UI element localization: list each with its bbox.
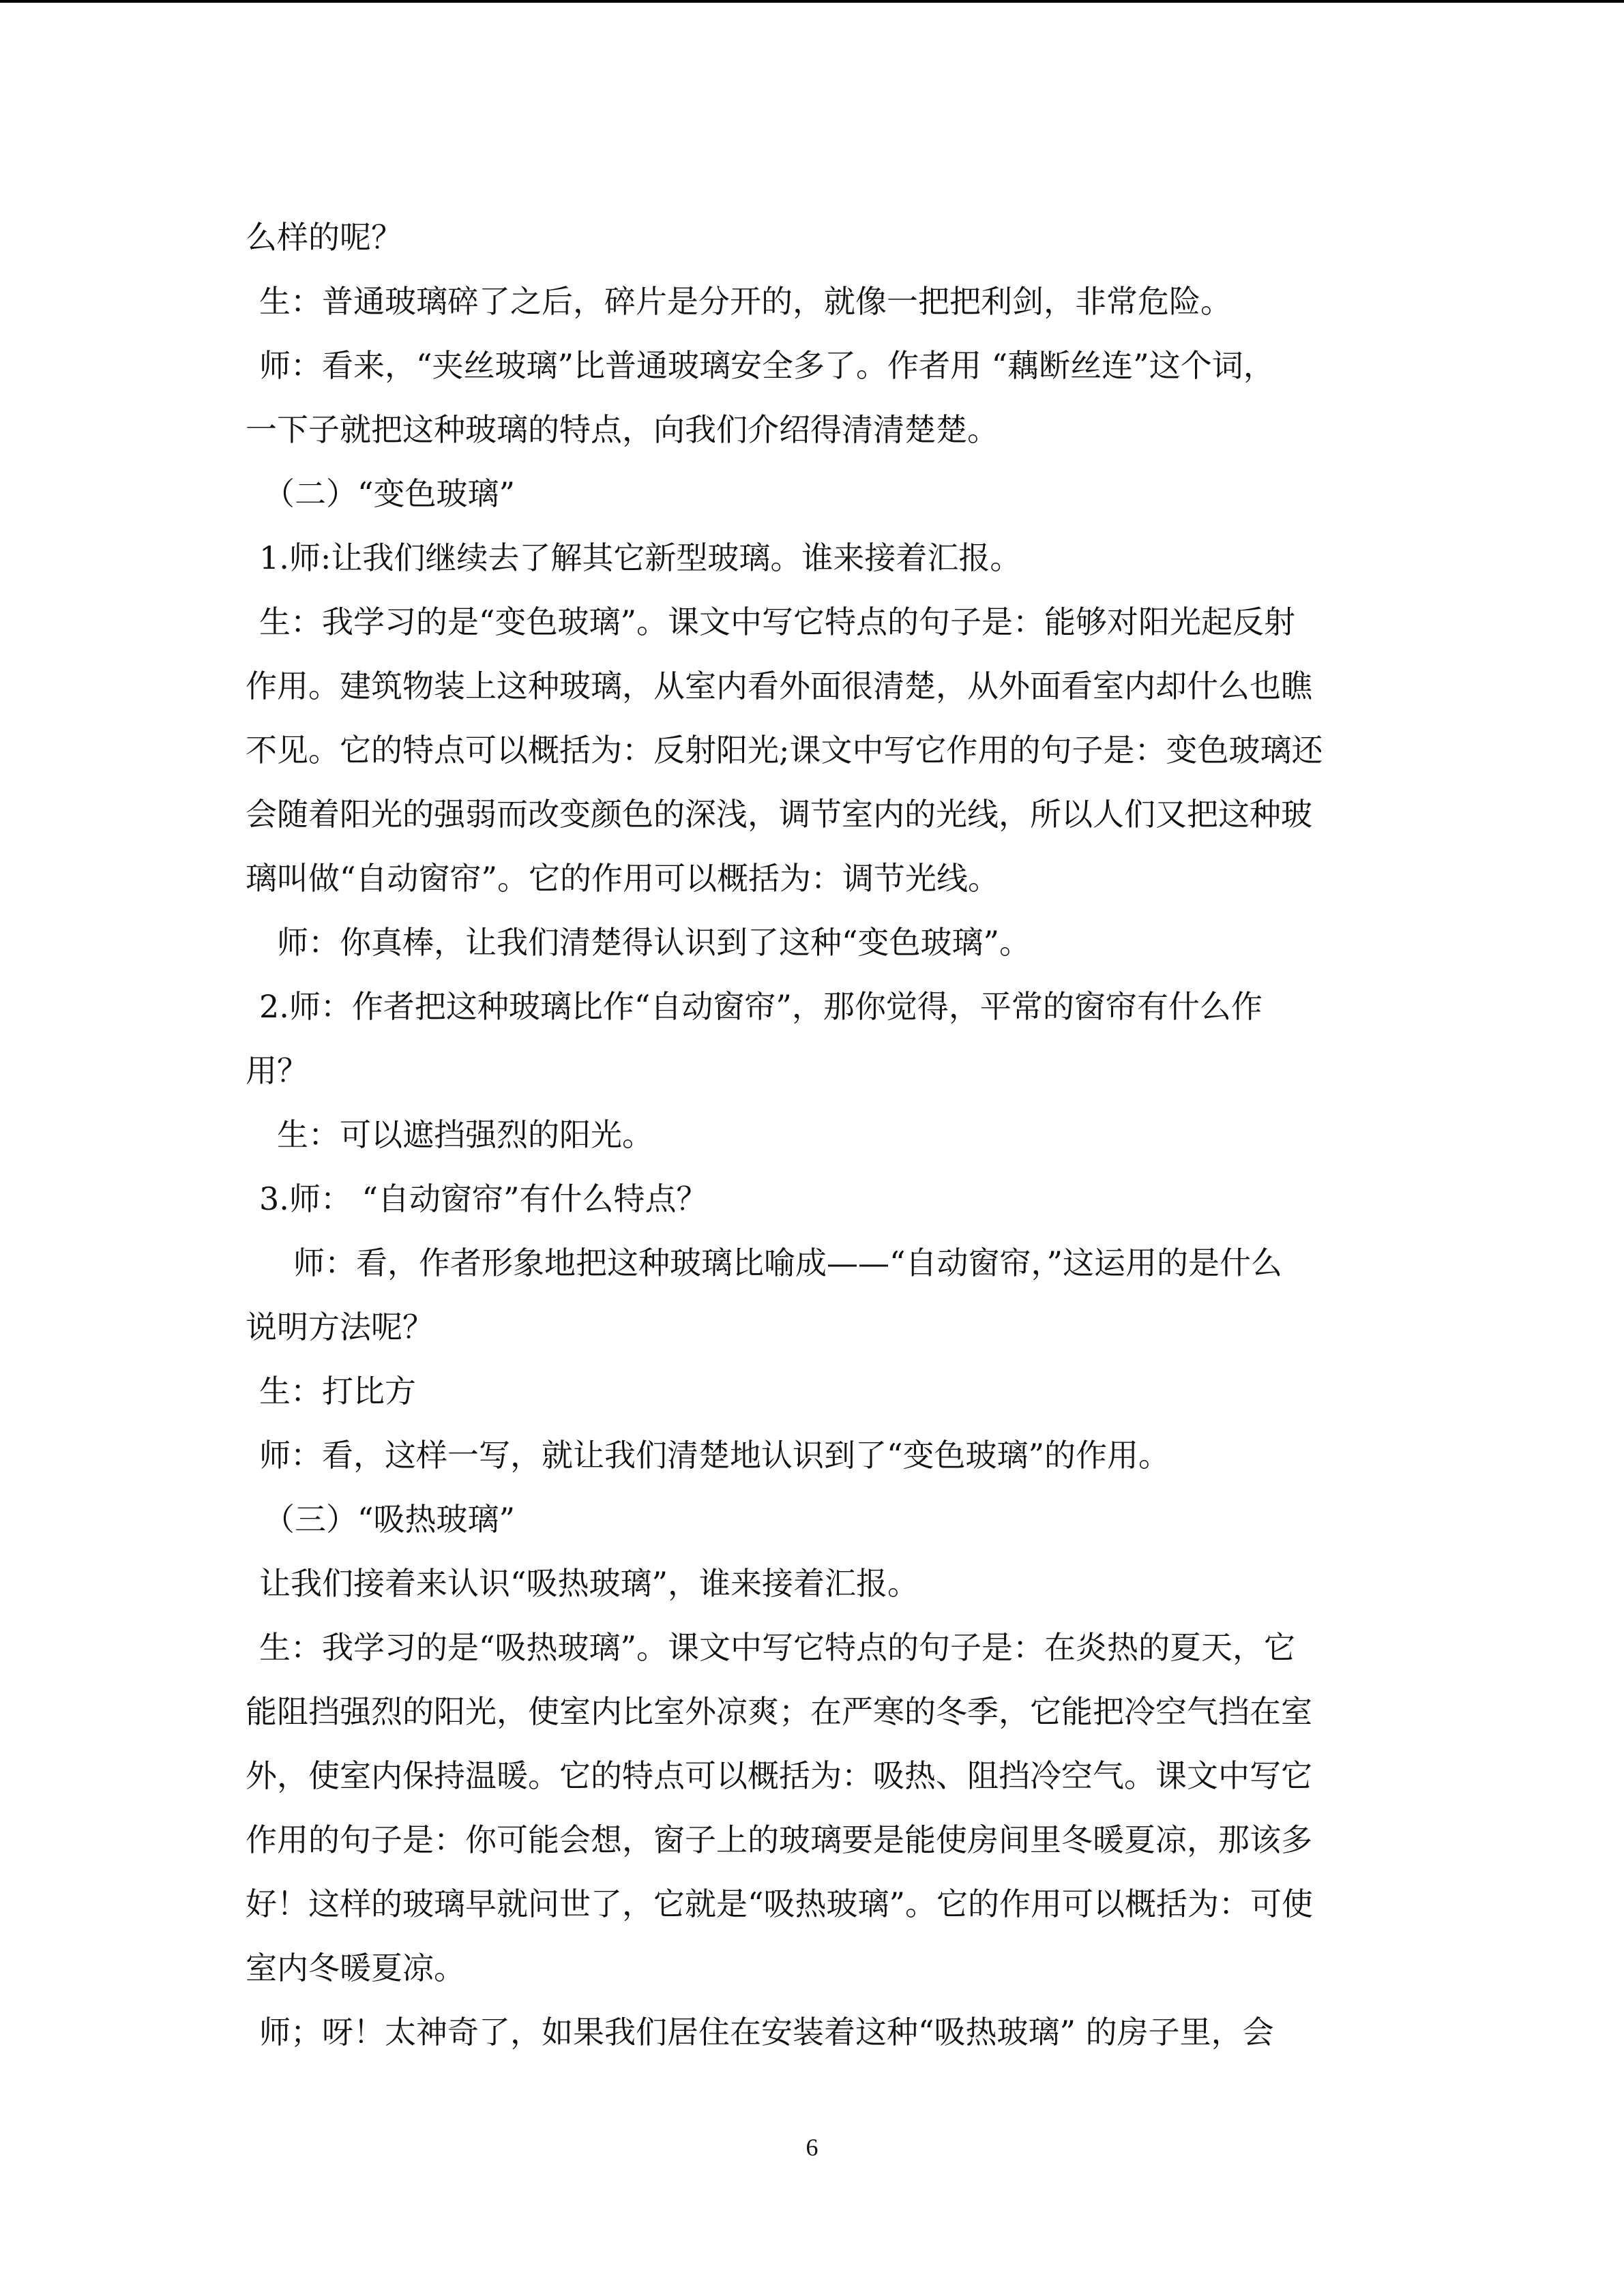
text-line: 用？	[246, 1052, 308, 1089]
section-heading: （二）“变色玻璃”	[263, 475, 516, 512]
section-heading: （三）“吸热玻璃”	[263, 1501, 516, 1538]
text-line: 生：我学习的是“变色玻璃”。课文中写它特点的句子是：能够对阳光起反射	[259, 603, 1296, 640]
text-line: 师：看，这样一写，就让我们清楚地认识到了“变色玻璃”的作用。	[259, 1437, 1170, 1474]
text-line: 么样的呢？	[246, 219, 402, 256]
text-line: 生：普通玻璃碎了之后，碎片是分开的，就像一把把利剑，非常危险。	[259, 283, 1232, 320]
text-line: 说明方法呢？	[246, 1309, 434, 1345]
text-line: 生：可以遮挡强烈的阳光。	[277, 1116, 653, 1153]
text-line: 好！这样的玻璃早就问世了，它就是“吸热玻璃”。它的作用可以概括为：可使	[246, 1885, 1314, 1922]
text-line: 2.师：作者把这种玻璃比作“自动窗帘”，那你觉得，平常的窗帘有什么作	[259, 988, 1263, 1025]
text-line: 生：打比方	[259, 1373, 416, 1410]
top-border-rule	[0, 0, 1624, 3]
text-line: 师：看来，“夹丝玻璃”比普通玻璃安全多了。作者用 “藕断丝连”这个词，	[259, 347, 1275, 384]
text-line: 生：我学习的是“吸热玻璃”。课文中写它特点的句子是：在炎热的夏天，它	[259, 1629, 1296, 1666]
text-line: 一下子就把这种玻璃的特点，向我们介绍得清清楚楚。	[246, 411, 999, 448]
text-line: 会随着阳光的强弱而改变颜色的深浅，调节室内的光线，所以人们又把这种玻	[246, 796, 1312, 833]
text-line: 3.师： “自动窗帘”有什么特点？	[259, 1180, 708, 1217]
text-line: 师；呀！太神奇了，如果我们居住在安装着这种“吸热玻璃” 的房子里，会	[259, 2014, 1274, 2051]
text-line: 师：看，作者形象地把这种玻璃比喻成——“自动窗帘，”这运用的是什么	[293, 1244, 1283, 1281]
text-line: 能阻挡强烈的阳光，使室内比室外凉爽；在严寒的冬季，它能把冷空气挡在室	[246, 1693, 1312, 1730]
text-line: 1.师:让我们继续去了解其它新型玻璃。谁来接着汇报。	[259, 539, 1022, 576]
text-line: 室内冬暖夏凉。	[246, 1950, 465, 1986]
text-line: 璃叫做“自动窗帘”。它的作用可以概括为：调节光线。	[246, 860, 1000, 897]
text-line: 作用。建筑物装上这种玻璃，从室内看外面很清楚，从外面看室内却什么也瞧	[246, 668, 1312, 704]
page-number: 6	[806, 2134, 818, 2161]
text-line: 让我们接着来认识“吸热玻璃”，谁来接着汇报。	[259, 1565, 919, 1602]
text-line: 作用的句子是：你可能会想，窗子上的玻璃要是能使房间里冬暖夏凉，那该多	[246, 1821, 1312, 1858]
text-line: 师：你真棒，让我们清楚得认识到了这种“变色玻璃”。	[277, 924, 1031, 961]
text-line: 不见。它的特点可以概括为：反射阳光;课文中写它作用的句子是：变色玻璃还	[246, 732, 1323, 769]
text-line: 外，使室内保持温暖。它的特点可以概括为：吸热、阻挡冷空气。课文中写它	[246, 1757, 1312, 1794]
